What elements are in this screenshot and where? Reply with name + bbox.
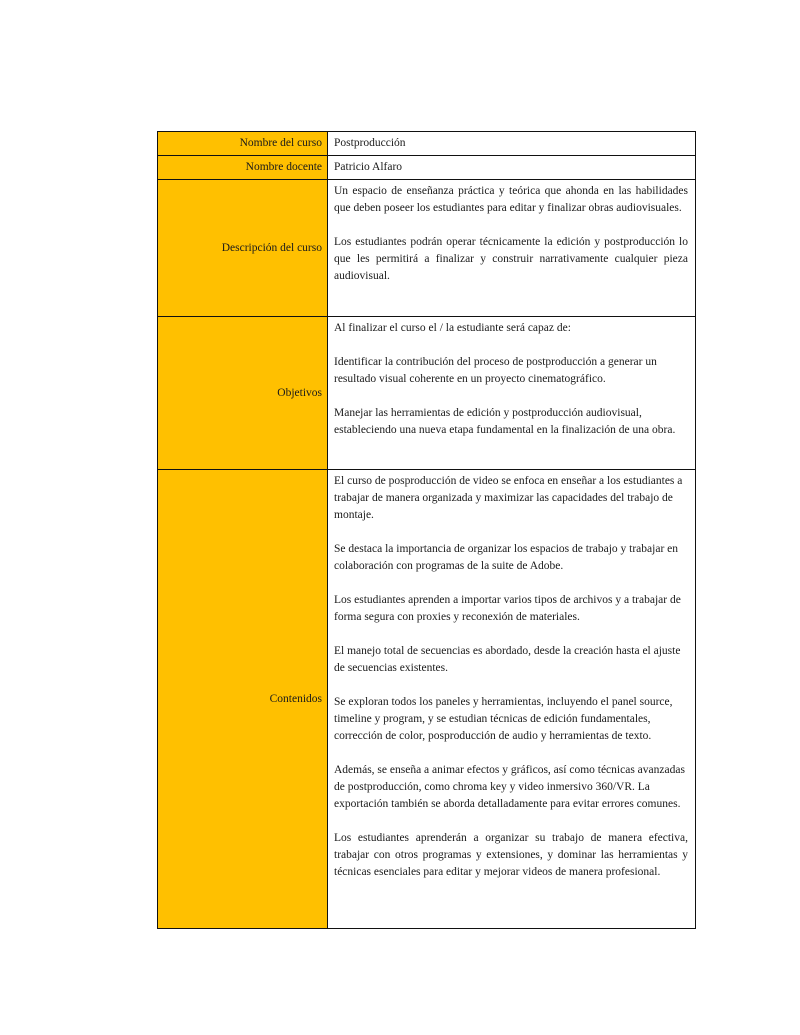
contents-paragraph-1: El curso de posproducción de video se enfoca en enseñar a los estudiantes a trabajar de manera organizada y maximizar las capacidades del trabajo de montaje.: [334, 475, 683, 521]
row-objectives: [158, 317, 696, 470]
contents-paragraph-6: Además, se enseña a animar efectos y gráficos, así como técnicas avanzadas de postproducción, como chroma key y video inmersivo 360/VR. La exportación también se aborda detalladamente para evitar errores comunes.: [334, 764, 685, 810]
description-label: Descripción del curso: [158, 180, 328, 317]
teacher-name-label: Nombre docente: [158, 156, 328, 180]
contents-paragraph-2: Se destaca la importancia de organizar los espacios de trabajo y trabajar en colaboración con programas de la suite de Adobe.: [334, 543, 679, 572]
course-name-label: Nombre del curso: [158, 132, 328, 156]
contents-paragraph-5: Se exploran todos los paneles y herramientas, incluyendo el panel source, timeline y program, y se estudian técnicas de edición fundamentales, corrección de color, posproducción de audio y herramientas de texto.: [334, 696, 673, 742]
row-contents: [158, 470, 696, 929]
contents-value: [328, 470, 696, 929]
objectives-item-1: Identificar la contribución del proceso de postproducción a generar un resultado visual coherente en un proyecto cinematográfico.: [334, 356, 657, 385]
description-paragraph-1: Un espacio de enseñanza práctica y teórica que ahonda en las habilidades que deben poseer los estudiantes para editar y finalizar obras audiovisuales.: [334, 185, 688, 214]
course-name-value: Postproducción: [328, 132, 696, 156]
description-paragraph-2: Los estudiantes podrán operar técnicamente la edición y postproducción lo que les permitirá a finalizar y construir narrativamente cualquier pieza audiovisual.: [334, 236, 688, 282]
row-course-name: [158, 132, 696, 156]
objectives-item-2: Manejar las herramientas de edición y postproducción audiovisual, estableciendo una nueva etapa fundamental en la finalización de una obra.: [334, 407, 676, 436]
objectives-value: [328, 317, 696, 470]
course-info-table: [157, 131, 696, 929]
row-teacher-name: [158, 156, 696, 180]
row-description: [158, 180, 696, 317]
objectives-label: Objetivos: [158, 317, 328, 470]
description-value: [328, 180, 696, 317]
objectives-intro: Al finalizar el curso el / la estudiante será capaz de:: [334, 322, 571, 334]
teacher-name-value: Patricio Alfaro: [328, 156, 696, 180]
contents-paragraph-3: Los estudiantes aprenden a importar varios tipos de archivos y a trabajar de forma segura con proxies y reconexión de materiales.: [334, 594, 681, 623]
contents-paragraph-7: Los estudiantes aprenderán a organizar su trabajo de manera efectiva, trabajar con otros programas y extensiones, y dominar las herramientas y técnicas esenciales para editar y mejorar videos de manera profesional.: [334, 832, 688, 878]
contents-label: Contenidos: [158, 470, 328, 929]
contents-paragraph-4: El manejo total de secuencias es abordado, desde la creación hasta el ajuste de secuencias existentes.: [334, 645, 681, 674]
